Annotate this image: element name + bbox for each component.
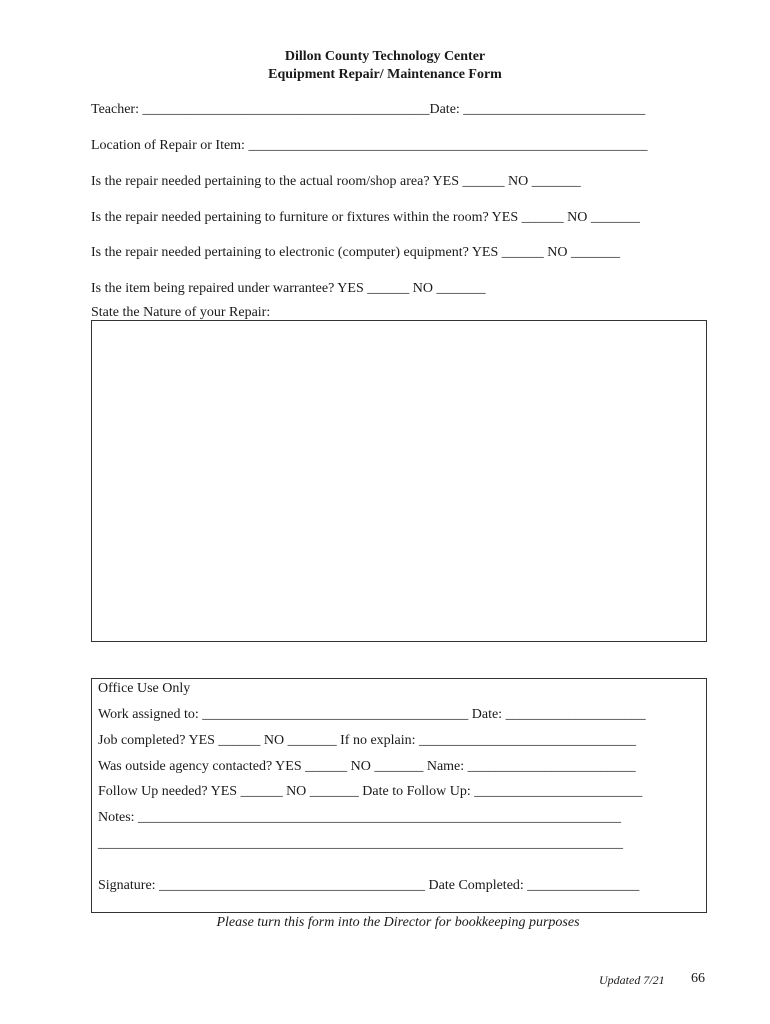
notes-line-2[interactable]: ___________________________________________________________________________ (98, 836, 623, 851)
question-room-area[interactable]: Is the repair needed pertaining to the actual room/shop area? YES ______ NO _______ (91, 174, 581, 189)
outside-agency-line[interactable]: Was outside agency contacted? YES ______ NO _______ Name: ________________________ (98, 759, 636, 774)
job-completed-line[interactable]: Job completed? YES ______ NO _______ If no explain: _______________________________ (98, 733, 637, 748)
notes-line[interactable]: Notes: _____________________________________________________________________ (98, 810, 622, 825)
signature-line[interactable]: Signature: ______________________________________ Date Completed: ________________ (98, 878, 640, 893)
updated-date: Updated 7/21 (599, 973, 665, 987)
question-furniture[interactable]: Is the repair needed pertaining to furniture or fixtures within the room? YES ______ NO _______ (91, 210, 640, 225)
office-use-heading: Office Use Only (98, 681, 191, 696)
footer-instruction: Please turn this form into the Director for bookkeeping purposes (216, 915, 580, 930)
work-assigned-line[interactable]: Work assigned to: ______________________________________ Date: ____________________ (98, 707, 646, 722)
nature-of-repair-label: State the Nature of your Repair: (91, 305, 271, 320)
question-warrantee[interactable]: Is the item being repaired under warrantee? YES ______ NO _______ (91, 281, 486, 296)
location-line[interactable]: Location of Repair or Item: _________________________________________________________ (91, 138, 648, 153)
teacher-date-line[interactable]: Teacher: _________________________________________Date: __________________________ (91, 102, 646, 117)
school-name: Dillon County Technology Center (284, 49, 486, 64)
form-title: Equipment Repair/ Maintenance Form (268, 67, 502, 82)
follow-up-line[interactable]: Follow Up needed? YES ______ NO _______ Date to Follow Up: ________________________ (98, 784, 643, 799)
question-electronic[interactable]: Is the repair needed pertaining to electronic (computer) equipment? YES ______ NO _______ (91, 245, 620, 260)
nature-of-repair-box[interactable] (91, 320, 707, 642)
page-number: 66 (691, 971, 705, 986)
